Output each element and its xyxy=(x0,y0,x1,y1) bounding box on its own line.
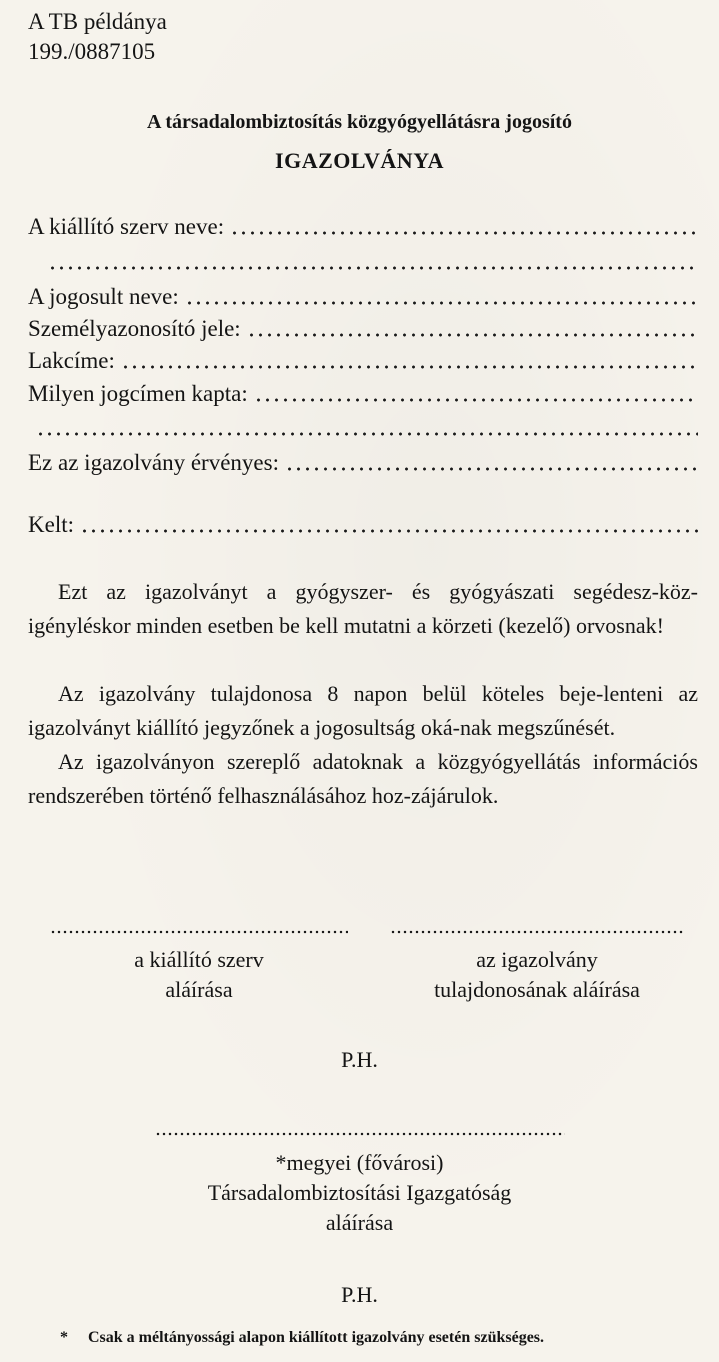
legal-basis-label: Milyen jogcímen kapta: xyxy=(28,381,248,406)
county-caption-line1: *megyei (fővárosi) xyxy=(275,1150,444,1175)
footnote xyxy=(60,1327,710,1349)
issuer-continuation-line xyxy=(48,266,698,270)
validity-label: Ez az igazolvány érvényes: xyxy=(28,450,279,475)
holder-signature-caption-line1: az igazolvány xyxy=(476,947,598,972)
holder-signature-caption xyxy=(380,945,694,1005)
date-field xyxy=(28,510,698,540)
address-field xyxy=(28,346,698,376)
legal-basis-field xyxy=(28,379,698,409)
footnote-text: Csak a méltányossági alapon kiállított igazolvány esetén szükséges. xyxy=(88,1329,545,1346)
id-number-dotted-line xyxy=(247,333,698,337)
issuer-signature-caption-line2: aláírása xyxy=(165,977,233,1002)
document-title-main: IGAZOLVÁNYA xyxy=(275,148,444,173)
holder-field xyxy=(28,282,698,312)
county-signature-caption xyxy=(0,1148,719,1238)
issuer-dotted-line xyxy=(230,231,698,235)
address-dotted-line xyxy=(121,365,698,369)
id-number-label: Személyazonosító jele: xyxy=(28,316,241,341)
paragraph-reporting-duty xyxy=(28,677,698,745)
stamp-placeholder-2: P.H. xyxy=(341,1282,378,1307)
validity-field xyxy=(28,448,698,478)
issuer-field xyxy=(28,212,698,242)
stamp-placeholder-1: P.H. xyxy=(341,1047,378,1072)
paragraph-presentation-text: Ezt az igazolványt a gyógyszer- és gyógyászati segédesz-köz-igényléskor minden esetben be kell mutatni a körzeti (kezelő) orvosnak! xyxy=(28,579,698,638)
issuer-label: A kiállító szerv neve: xyxy=(28,214,225,239)
paragraph-presentation-notice xyxy=(28,575,698,643)
paragraph-consent xyxy=(28,745,698,813)
date-label: Kelt: xyxy=(28,512,74,537)
paragraph-consent-text: Az igazolványon szereplő adatoknak a közgyógyellátás információs rendszerében történő felhasználásához hoz-zájárulok. xyxy=(28,749,698,808)
id-number-field xyxy=(28,314,698,344)
holder-signature-caption-line2: tulajdonosának aláírása xyxy=(434,977,640,1002)
issuer-signature-caption-line1: a kiállító szerv xyxy=(134,947,264,972)
issuer-signature-caption xyxy=(50,945,348,1005)
document-number: 199./0887105 xyxy=(28,39,156,64)
validity-dotted-line xyxy=(285,467,698,471)
issuer-signature-line xyxy=(50,930,348,934)
holder-dotted-line xyxy=(185,301,698,305)
document-title: A társadalombiztosítás közgyógyellátásra jogosító xyxy=(147,111,572,133)
holder-signature-line xyxy=(390,930,684,934)
legal-basis-dotted-line xyxy=(254,398,698,402)
copy-label: A TB példánya xyxy=(28,9,167,34)
paragraph-reporting-text: Az igazolvány tulajdonosa 8 napon belül köteles beje-lenteni az igazolványt kiállító jegyzőnek a jogosultság oká-nak megszűnését. xyxy=(28,681,698,740)
county-caption-line3: aláírása xyxy=(325,1210,394,1235)
legal-basis-continuation-line xyxy=(36,432,698,436)
date-dotted-line xyxy=(80,529,698,533)
holder-label: A jogosult neve: xyxy=(28,284,179,309)
footnote-marker: * xyxy=(60,1329,68,1346)
county-caption-line2: Társadalombiztosítási Igazgatóság xyxy=(207,1180,512,1205)
county-signature-line xyxy=(155,1132,565,1136)
address-label: Lakcíme: xyxy=(28,348,115,373)
